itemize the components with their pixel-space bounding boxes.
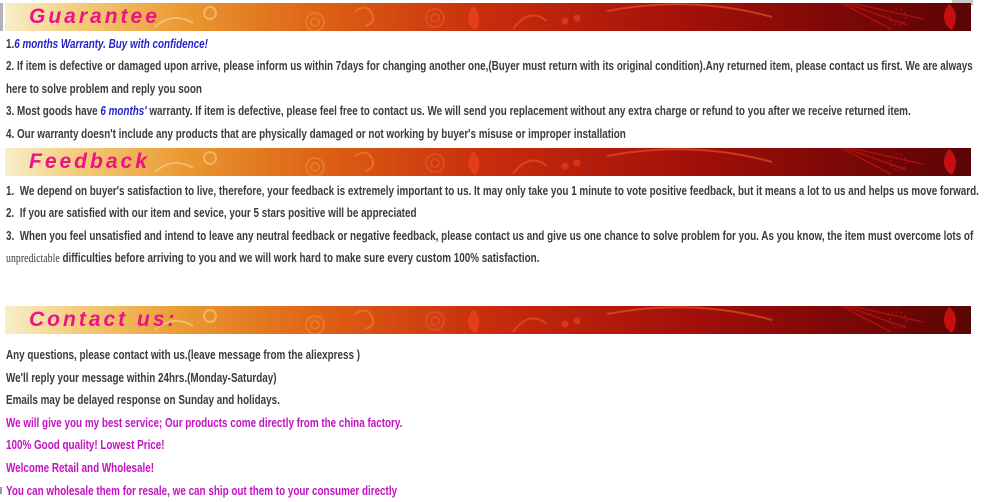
list-number: 1. (6, 37, 15, 51)
contact-line-email-delay: Emails may be delayed response on Sunday and holidays. (6, 393, 280, 408)
warranty-point-3-emphasis: 6 months' (100, 104, 147, 119)
feedback-section-title: Feedback (29, 150, 150, 173)
banner-swirl-decoration-icon (5, 148, 971, 176)
feedback-point-3-post: difficulties before arriving to you and we will work hard to make sure every custom 100% satisfaction. (59, 251, 540, 266)
feedback-point-2: 2. If you are satisfied with our item and sevice, your 5 stars positive will be appreciated (6, 206, 417, 221)
guarantee-text-block (6, 33, 979, 145)
contact-line-quality: 100% Good quality! Lowest Price! (6, 438, 165, 453)
warranty-point-3-pre: 3. Most goods have (6, 104, 101, 119)
feedback-banner (5, 148, 971, 176)
contact-text-block (6, 344, 979, 502)
contact-line-questions: Any questions, please contact with us.(leave message from the aliexpress ) (6, 348, 360, 362)
contact-line-best-service: We will give you my best service; Our products come directly from the china factory. (6, 415, 403, 430)
feedback-text-block (6, 180, 979, 270)
left-edge-mark (0, 3, 3, 31)
contact-banner (5, 306, 971, 334)
warranty-point-2: 2. If item is defective or damaged upon arrive, please inform us within 7days for changing another one,(Buyer must return with its original condition).Any returned item, please contact us first. We are always here to solve problem and reply you soon (6, 59, 976, 96)
contact-line-wholesale-welcome: Welcome Retail and Wholesale! (6, 460, 154, 475)
guarantee-banner (5, 3, 971, 31)
contact-line-wholesale-resale: You can wholesale them for resale, we can ship out them to your consumer directly (6, 483, 398, 498)
warranty-point-1 (6, 33, 979, 55)
guarantee-section-title: Guarantee (29, 5, 160, 28)
warranty-point-3 (6, 100, 979, 122)
contact-line-reply-time: We'll reply your message within 24hrs.(Monday-Saturday) (6, 370, 277, 385)
feedback-point-1: 1. We depend on buyer's satisfaction to live, therefore, your feedback is extremely important to us. It may only take you 1 minute to vote positive feedback, but it means a lot to us and helps us move forward. (6, 184, 979, 198)
feedback-point-3-serif-word: unpredictable (6, 251, 60, 266)
warranty-point-1-text: 6 months Warranty. Buy with confidence! (14, 37, 208, 51)
feedback-point-3 (6, 225, 979, 270)
contact-section-title: Contact us: (29, 308, 178, 331)
bottom-edge-mark (0, 487, 2, 494)
warranty-point-4: 4. Our warranty doesn't include any products that are physically damaged or not working by buyer's misuse or improper installation (6, 126, 626, 141)
feedback-point-3-pre: 3. When you feel unsatisfied and intend to leave any neutral feedback or negative feedback, please contact us and give us one chance to solve problem for you. As you know, the item must overcome lots of (6, 228, 977, 243)
warranty-point-3-post: warranty. If item is defective, please feel free to contact us. We will send you replacement without any extra charge or refund to you after we receive returned item. (146, 104, 911, 119)
